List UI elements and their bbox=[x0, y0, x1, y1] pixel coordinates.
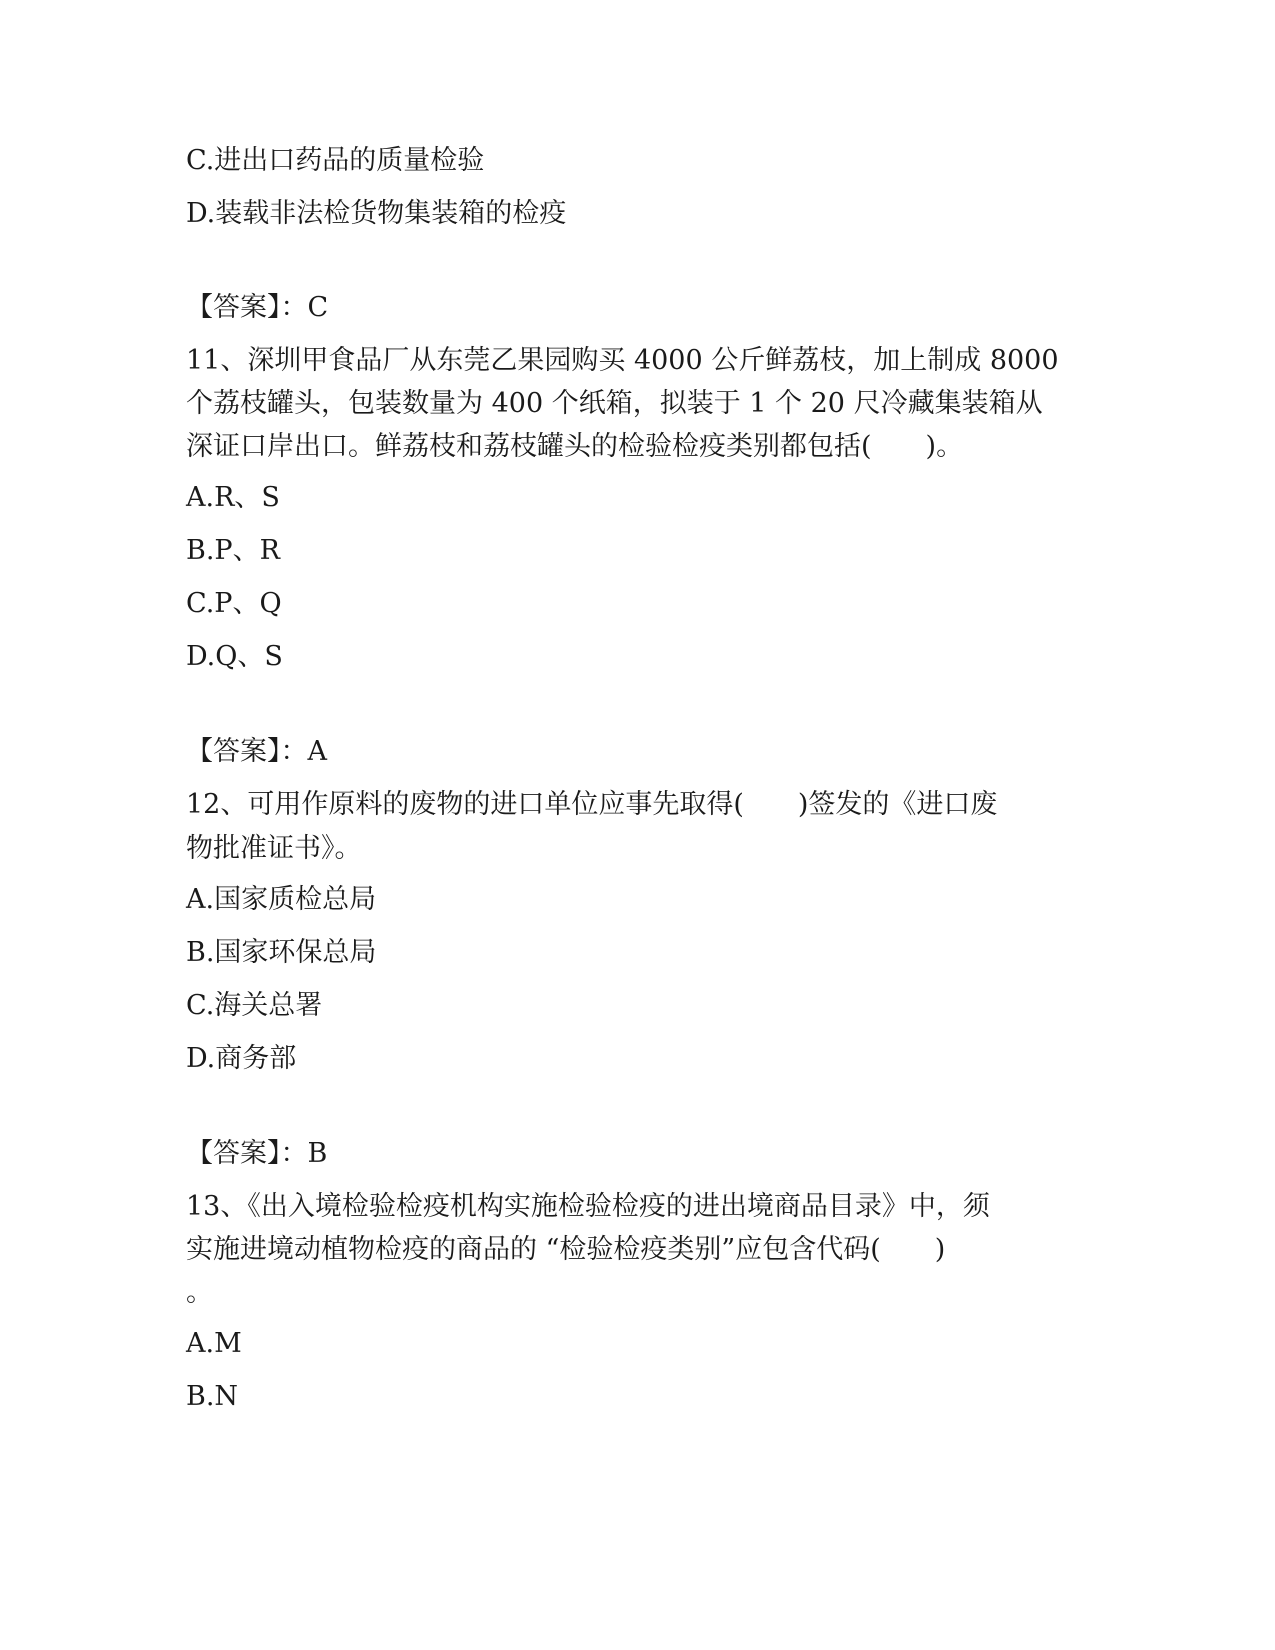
option-c: C.海关总署 bbox=[186, 990, 323, 1021]
question-text-line: 深证口岸出口。鲜荔枝和荔枝罐头的检验检疫类别都包括( )。 bbox=[186, 431, 964, 462]
question-text-line: 11、深圳甲食品厂从东莞乙果园购买 4000 公斤鲜荔枝，加上制成 8000 bbox=[186, 345, 1059, 376]
option-a: A.R、S bbox=[186, 482, 280, 513]
option-b: B.N bbox=[186, 1381, 239, 1412]
option-d: D.装载非法检货物集装箱的检疫 bbox=[186, 198, 567, 229]
option-c: C.P、Q bbox=[186, 588, 282, 619]
option-d: D.商务部 bbox=[186, 1043, 297, 1074]
question-text-line: 实施进境动植物检疫的商品的 “检验检疫类别”应包含代码( ) bbox=[186, 1234, 946, 1265]
option-b: B.国家环保总局 bbox=[186, 937, 377, 968]
answer-label: 【答案】：A bbox=[186, 736, 327, 767]
question-text-line: 12、可用作原料的废物的进口单位应事先取得( )签发的《进口废 bbox=[186, 789, 998, 820]
option-a: A.国家质检总局 bbox=[186, 884, 377, 915]
option-a: A.M bbox=[186, 1328, 242, 1359]
question-text-line: 个荔枝罐头，包装数量为 400 个纸箱，拟装于 1 个 20 尺冷藏集装箱从 bbox=[186, 388, 1043, 419]
answer-label: 【答案】：B bbox=[186, 1138, 328, 1169]
option-b: B.P、R bbox=[186, 535, 280, 566]
question-text-line: 物批准证书》。 bbox=[186, 833, 362, 864]
question-text-line: 。 bbox=[186, 1277, 213, 1308]
option-c: C.进出口药品的质量检验 bbox=[186, 145, 485, 176]
option-d: D.Q、S bbox=[186, 641, 283, 672]
question-text-line: 13、《出入境检验检疫机构实施检验检疫的进出境商品目录》中，须 bbox=[186, 1191, 990, 1222]
answer-label: 【答案】：C bbox=[186, 292, 329, 323]
